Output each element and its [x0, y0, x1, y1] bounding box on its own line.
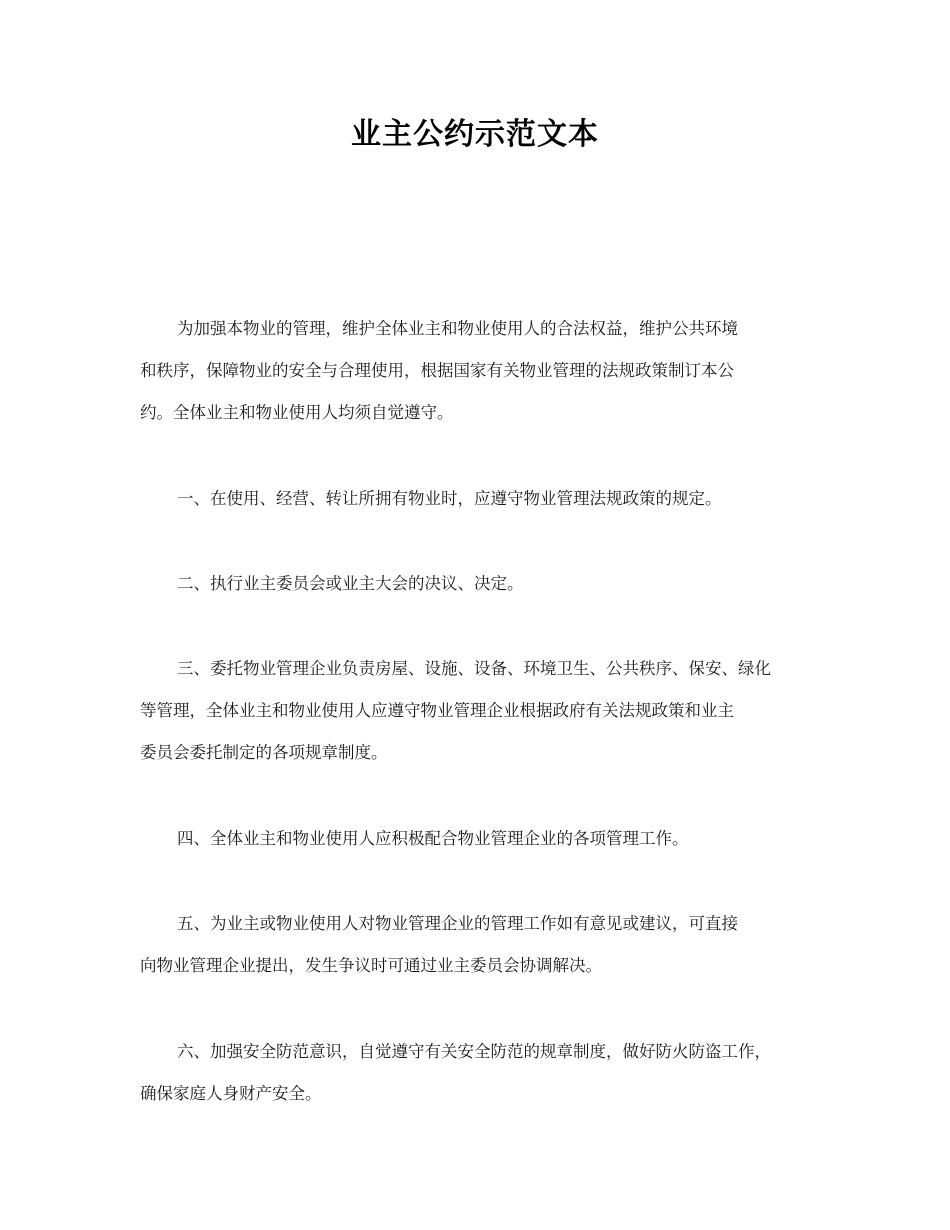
- document-title: 业主公约示范文本: [351, 117, 599, 152]
- paragraph-line: 五、为业主或物业使用人对物业管理企业的管理工作如有意见或建议，可直接: [177, 914, 738, 933]
- clause-2: [140, 563, 830, 605]
- paragraph-line: 三、委托物业管理企业负责房屋、设施、设备、环境卫生、公共秩序、保安、绿化: [177, 659, 771, 678]
- paragraph-line: 为加强本物业的管理，维护全体业主和物业使用人的合法权益，维护公共环境: [177, 319, 738, 338]
- paragraph-line: 确保家庭人身财产安全。: [140, 1084, 322, 1103]
- paragraph-line: 二、执行业主委员会或业主大会的决议、决定。: [177, 574, 524, 593]
- paragraph-line: 等管理，全体业主和物业使用人应遵守物业管理企业根据政府有关法规政策和业主: [140, 701, 734, 720]
- paragraph-line: 约。全体业主和物业使用人均须自觉遵守。: [140, 403, 454, 422]
- clause-4: [140, 818, 830, 860]
- clause-3: [140, 648, 830, 774]
- paragraph-line: 四、全体业主和物业使用人应积极配合物业管理企业的各项管理工作。: [177, 829, 689, 848]
- paragraph-line: 委员会委托制定的各项规章制度。: [140, 743, 388, 762]
- paragraph-line: 和秩序，保障物业的安全与合理使用，根据国家有关物业管理的法规政策制订本公: [140, 361, 734, 380]
- paragraph-line: 一、在使用、经营、转让所拥有物业时，应遵守物业管理法规政策的规定。: [177, 489, 722, 508]
- clause-5: [140, 903, 830, 987]
- paragraph-line: 六、加强安全防范意识，自觉遵守有关安全防范的规章制度，做好防火防盗工作，: [177, 1042, 771, 1061]
- paragraph-preamble: [140, 308, 830, 434]
- clause-6: [140, 1031, 830, 1115]
- clause-1: [140, 478, 830, 520]
- paragraph-line: 向物业管理企业提出，发生争议时可通过业主委员会协调解决。: [140, 956, 602, 975]
